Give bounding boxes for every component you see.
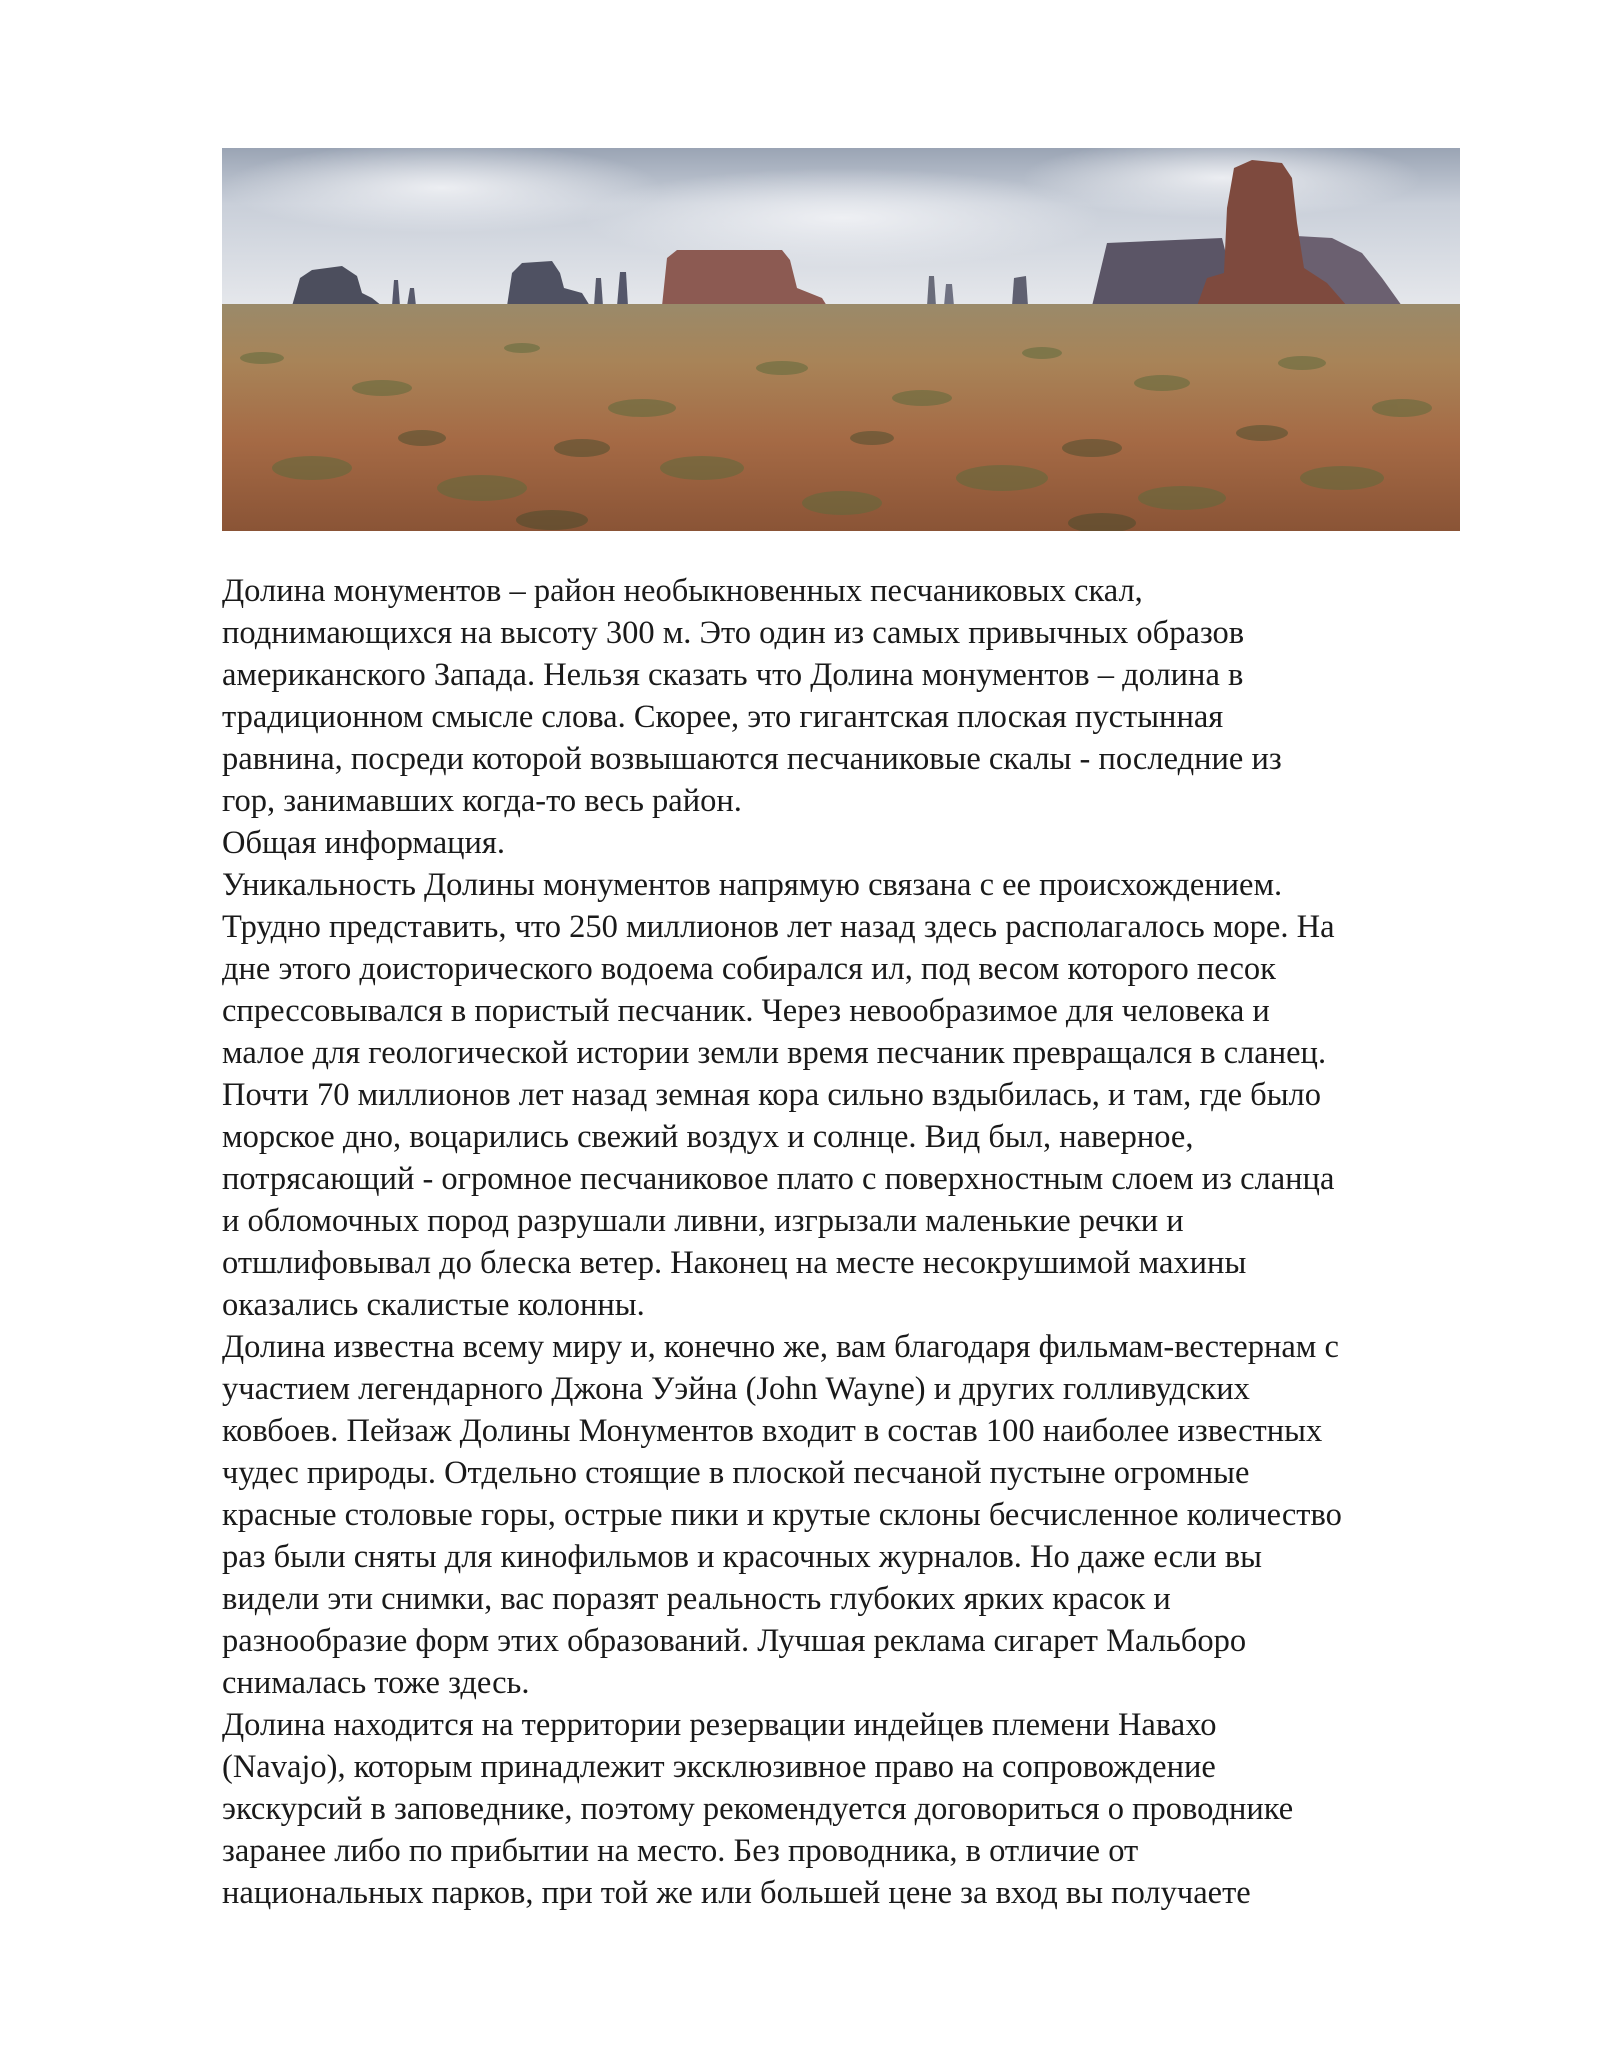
text-line: чудес природы. Отдельно стоящие в плоской песчаной пустыне огромные xyxy=(222,1455,1250,1491)
text-line: спрессовывался в пористый песчаник. Через невообразимое для человека и xyxy=(222,993,1270,1029)
text-line: американского Запада. Нельзя сказать что Долина монументов – долина в xyxy=(222,657,1244,693)
article-text xyxy=(222,570,1542,1914)
text-line: видели эти снимки, вас поразят реальность глубоких ярких красок и xyxy=(222,1581,1171,1617)
text-line: отшлифовывал до блеска ветер. Наконец на месте несокрушимой махины xyxy=(222,1245,1247,1281)
text-line: снималась тоже здесь. xyxy=(222,1665,530,1701)
text-line: дне этого доисторического водоема собирался ил, под весом которого песок xyxy=(222,951,1276,987)
text-line: экскурсий в заповеднике, поэтому рекомендуется договориться о проводнике xyxy=(222,1791,1294,1827)
text-line: и обломочных пород разрушали ливни, изгрызали маленькие речки и xyxy=(222,1203,1184,1239)
text-line: заранее либо по прибытии на место. Без проводника, в отличие от xyxy=(222,1833,1139,1869)
text-line: Долина известна всему миру и, конечно же, вам благодаря фильмам-вестернам с xyxy=(222,1329,1339,1365)
text-line: равнина, посреди которой возвышаются песчаниковые скалы - последние из xyxy=(222,741,1282,777)
text-line: участием легендарного Джона Уэйна (John Wayne) и других голливудских xyxy=(222,1371,1250,1407)
text-line: Уникальность Долины монументов напрямую связана с ее происхождением. xyxy=(222,867,1283,903)
text-line: традиционном смысле слова. Скорее, это гигантская плоская пустынная xyxy=(222,699,1224,735)
text-line: гор, занимавших когда-то весь район. xyxy=(222,783,742,819)
text-line: потрясающий - огромное песчаниковое плато с поверхностным слоем из сланца xyxy=(222,1161,1335,1197)
text-line: оказались скалистые колонны. xyxy=(222,1287,645,1323)
text-line: поднимающихся на высоту 300 м. Это один из самых привычных образов xyxy=(222,615,1245,651)
text-line: ковбоев. Пейзаж Долины Монументов входит в состав 100 наиболее известных xyxy=(222,1413,1323,1449)
text-line: (Navajo), которым принадлежит эксклюзивное право на сопровождение xyxy=(222,1749,1216,1785)
text-line: национальных парков, при той же или большей цене за вход вы получаете xyxy=(222,1875,1251,1911)
monument-valley-photo xyxy=(222,148,1460,531)
text-line: малое для геологической истории земли время песчаник превращался в сланец. xyxy=(222,1035,1327,1071)
text-line: Долина находится на территории резервации индейцев племени Навахо xyxy=(222,1707,1217,1743)
text-line: морское дно, воцарились свежий воздух и солнце. Вид был, наверное, xyxy=(222,1119,1194,1155)
text-line: Трудно представить, что 250 миллионов лет назад здесь располагалось море. На xyxy=(222,909,1335,945)
text-line: разнообразие форм этих образований. Лучшая реклама сигарет Мальборо xyxy=(222,1623,1247,1659)
section-heading: Общая информация. xyxy=(222,825,506,861)
text-line: раз были сняты для кинофильмов и красочных журналов. Но даже если вы xyxy=(222,1539,1262,1575)
text-line: Почти 70 миллионов лет назад земная кора сильно вздыбилась, и там, где было xyxy=(222,1077,1322,1113)
text-line: Долина монументов – район необыкновенных песчаниковых скал, xyxy=(222,573,1143,609)
text-line: красные столовые горы, острые пики и крутые склоны бесчисленное количество xyxy=(222,1497,1342,1533)
